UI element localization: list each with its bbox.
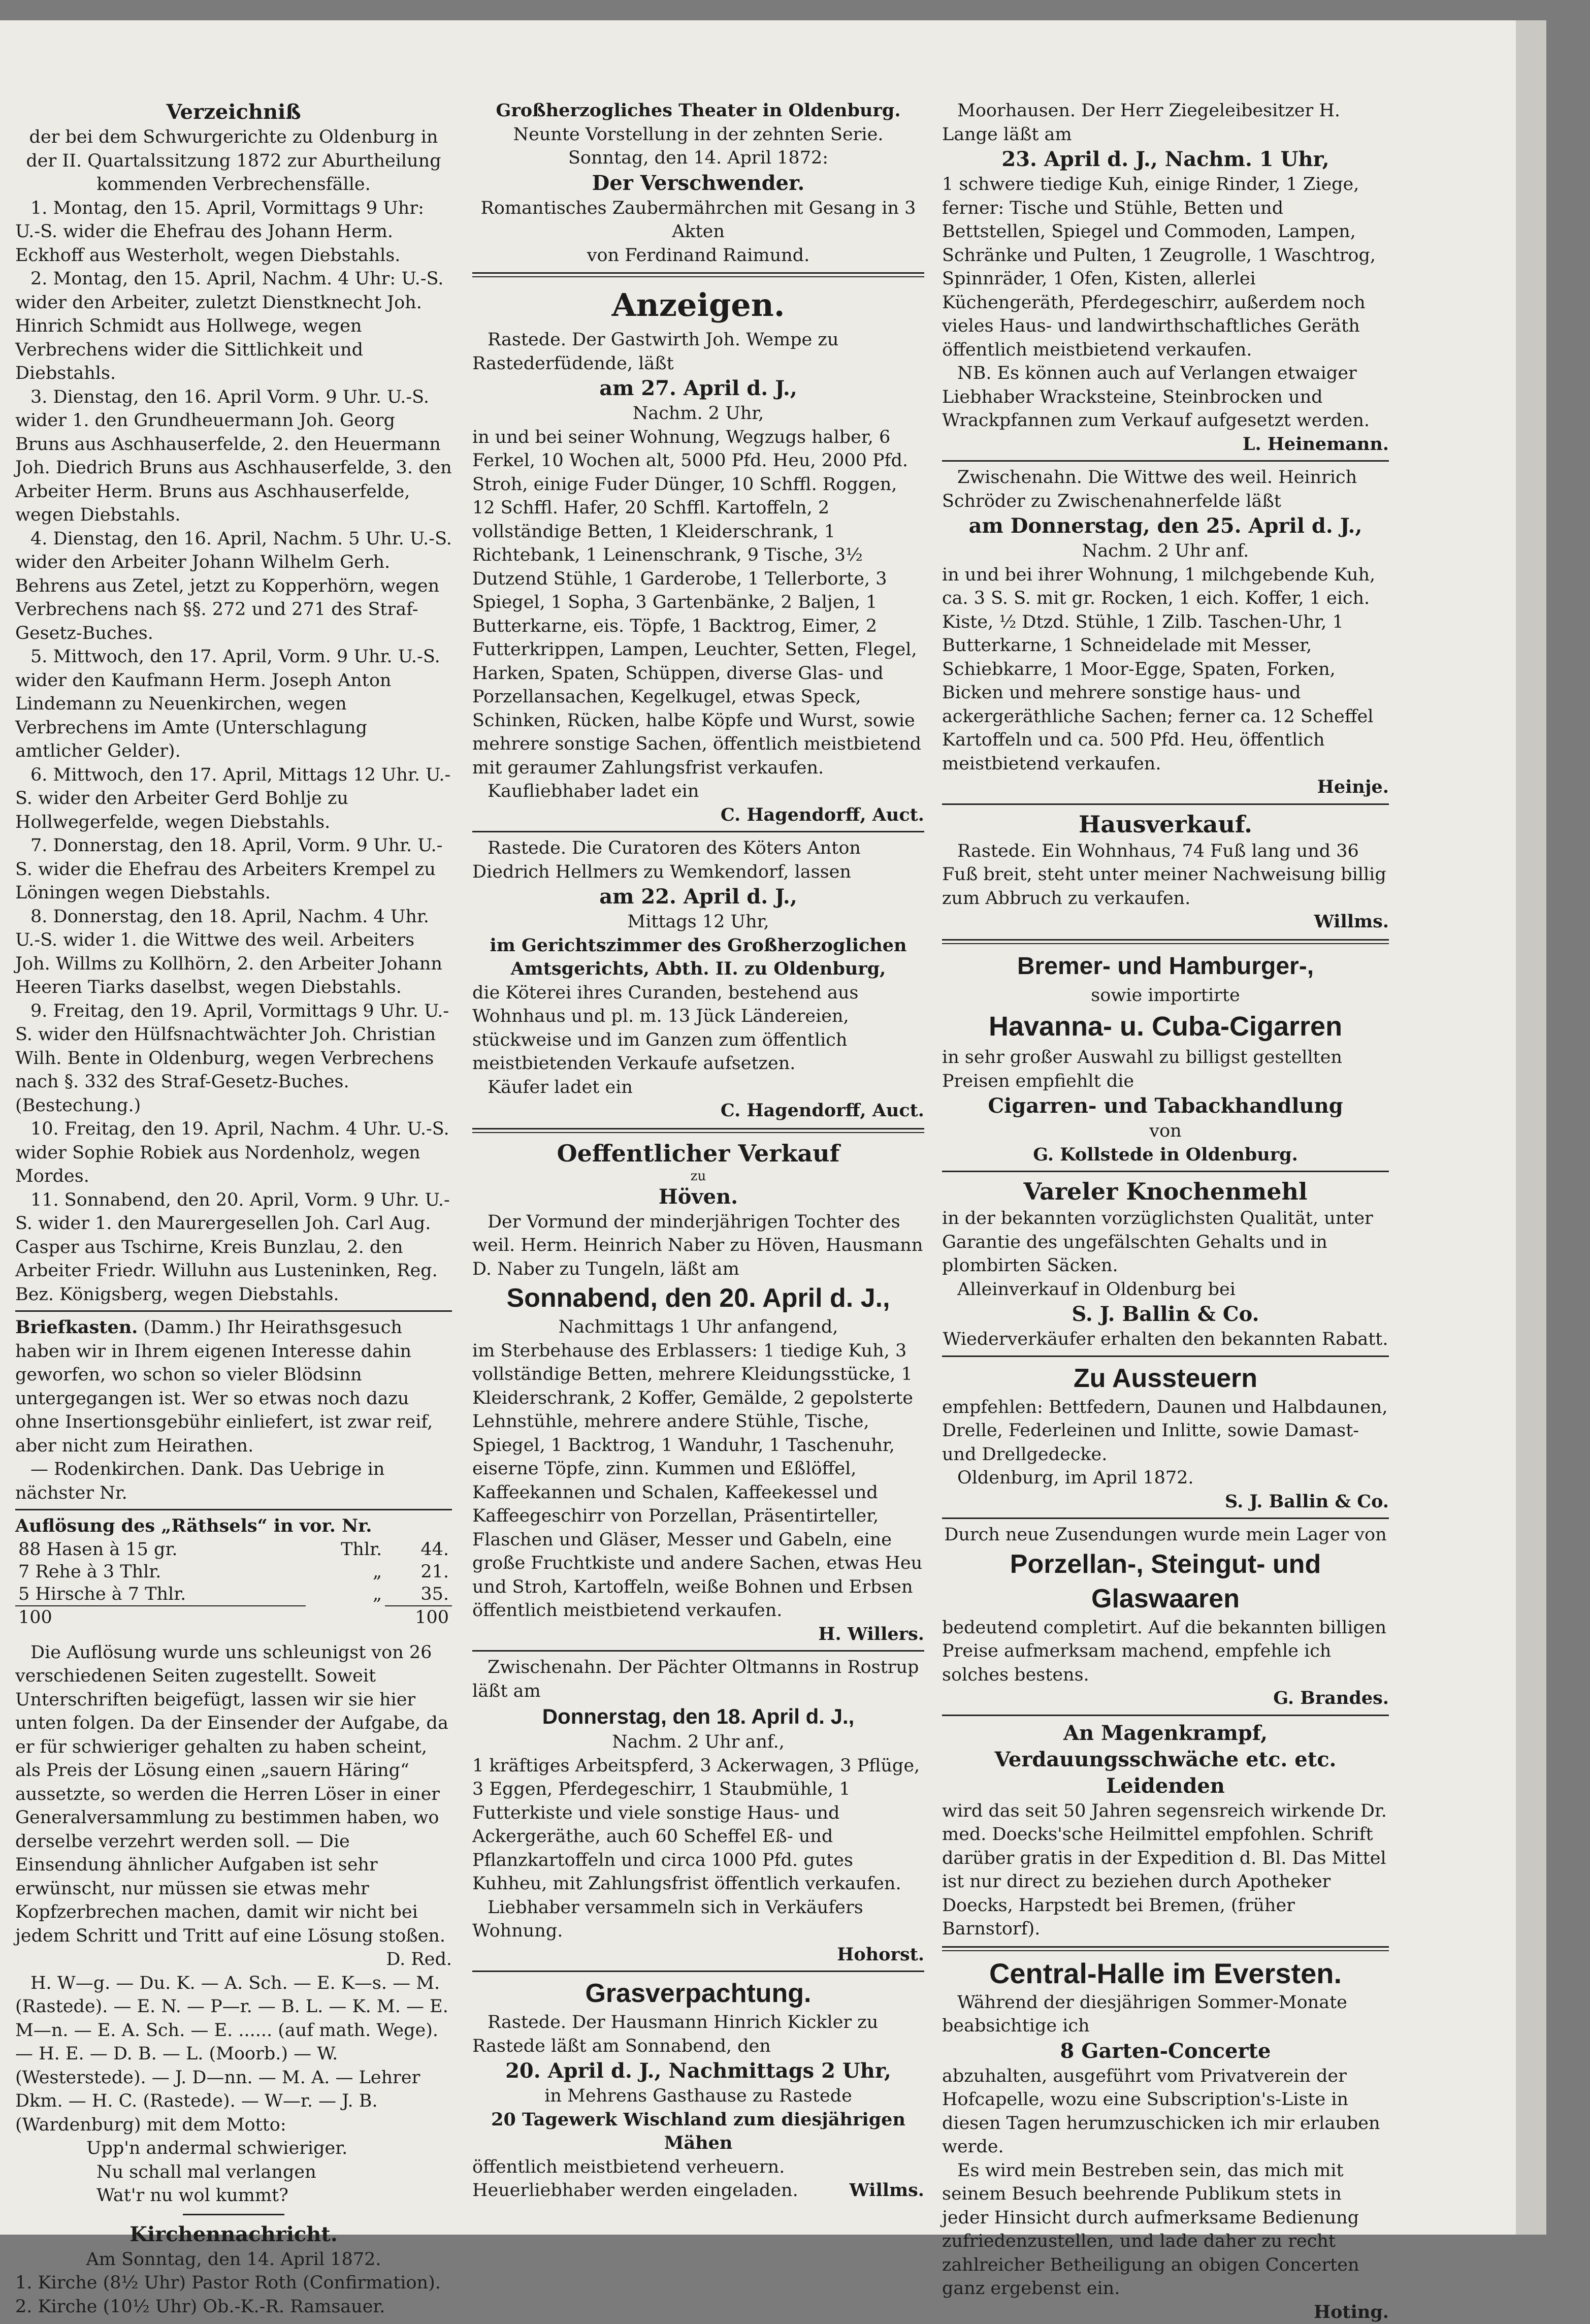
raetsel-total-left: 100 — [15, 1606, 306, 1629]
porzellan-title: Porzellan-, Steingut- und Glaswaaren — [942, 1547, 1389, 1616]
column-left — [15, 99, 452, 2318]
verzeichnis-item: 11. Sonnabend, den 20. April, Vorm. 9 Uhr. U.-S. wider 1. den Maurergesellen Joh. Carl Aug. Casper aus Tschirne, Kreis Bunzlau, 2. den Arbeiter Friedr. Willuhn aus Lusteninken, Reg. Bez. Königsberg, wegen Diebstahls. — [15, 1188, 452, 1307]
divider — [183, 2214, 284, 2215]
verzeichnis-title: Verzeichniß — [15, 99, 452, 125]
divider — [942, 1715, 1389, 1716]
wempe-time: Nachm. 2 Uhr, — [472, 402, 924, 426]
raetsel-total-row — [15, 1606, 452, 1629]
motto-line-2: Nu schall mal verlangen — [15, 2160, 452, 2184]
raetsel-cell-left: 5 Hirsche à 7 Thlr. — [15, 1583, 306, 1606]
theater-line-3: Romantisches Zaubermährchen mit Gesang in 3 Akten — [472, 197, 924, 244]
verzeichnis-item: 10. Freitag, den 19. April, Nachm. 4 Uhr. U.-S. wider Sophie Robiek aus Nordenholz, wegen Mordes. — [15, 1117, 452, 1188]
knochenmehl-text: in der bekannten vorzüglichsten Qualität, unter Garantie des ungefälschten Gehalts und in plombirten Säcken. — [942, 1207, 1389, 1278]
verzeichnis-item: 7. Donnerstag, den 18. April, Vorm. 9 Uhr. U.-S. wider die Ehefrau des Arbeiters Krempel zu Löningen wegen Diebstahls. — [15, 834, 452, 905]
cigarren-line-5: Cigarren- und Tabackhandlung — [942, 1093, 1389, 1119]
raetsel-cell-left: 7 Rehe à 3 Thlr. — [15, 1561, 306, 1583]
hagendorff-signature-2: C. Hagendorff, Auct. — [472, 1099, 924, 1123]
raetsel-text: Die Auflösung wurde uns schleunigst von 26 verschiedenen Seiten zugestellt. Soweit Unterschriften beigefügt, lassen wir sie hier unten folgen. Da der Einsender der Aufgabe, da er für schwieriger gehalten zu haben scheint, als Preis der Lösung einen „sauern Häring“ aussetzte, so werden die Herren Löser in einer Generalversammlung zu bestimmen haben, wo derselbe verzehrt werden soll. — Die Einsendung ähnlicher Aufgaben ist sehr erwünscht, nur müssen sie etwas mehr Kopfzerbrechen machen, damit wir nicht bei jedem Schritt und Tritt auf eine Lösung stoßen. — [15, 1641, 452, 1948]
grasverpachtung-title: Grasverpachtung. — [472, 1976, 924, 2011]
lange-date: 23. April d. J., Nachm. 1 Uhr, — [942, 146, 1389, 173]
raetsel-cell-left: 88 Hasen à 15 gr. — [15, 1538, 306, 1561]
oltmanns-time: Nachm. 2 Uhr anf., — [472, 1730, 924, 1754]
raetsel-redaktion: D. Red. — [15, 1948, 452, 1972]
verzeichnis-item: 3. Dienstag, den 16. April Vorm. 9 Uhr. U.-S. wider 1. den Grundheuermann Joh. Georg Bruns aus Aschhauserfelde, 2. den Heuermann Joh. Diedrich Bruns aus Aschhauserfelde, 3. den Arbeiter Herm. Bruns aus Aschhauserfelde, wegen Diebstahls. — [15, 385, 452, 527]
oeffentlicher-verkauf-zu: zu — [472, 1169, 924, 1184]
schroeder-time: Nachm. 2 Uhr anf. — [942, 539, 1389, 563]
willers-signature: H. Willers. — [472, 1623, 924, 1647]
divider — [472, 1650, 924, 1652]
grasverpachtung-intro: Rastede. Der Hausmann Hinrich Kickler zu Rastede läßt am Sonnabend, den — [472, 2011, 924, 2058]
cigarren-line-1: Bremer- und Hamburger-, — [942, 949, 1389, 984]
oltmanns-text: 1 kräftiges Arbeitspferd, 3 Ackerwagen, 3 Pflüge, 3 Eggen, Pferdegeschirr, 1 Staubmühle, 1 Futterkiste und viele sonstige Haus- und Ackergeräthe, auch 60 Scheffel Eß- und Pflanzkartoffeln und circa 1000 Pfd. gutes Kuhheu, mit Zahlungsfrist öffentlich verkaufen. — [472, 1754, 924, 1896]
central-halle-concerts: 8 Garten-Concerte — [942, 2038, 1389, 2064]
schroeder-text: in und bei ihrer Wohnung, 1 milchgebende Kuh, ca. 3 S. S. mit gr. Rocken, 1 eich. Koffer, 1 eich. Kiste, ½ Dtzd. Stühle, 1 Zilb. Taschen-Uhr, 1 Butterkarne, 1 Schneidelade mit Messer, Schiebkarre, 1 Moor-Egge, Spaten, Forken, Bicken und mehrere sonstige haus- und ackergeräthliche Sachen; ferner ca. 12 Scheffel Kartoffeln und ca. 500 Pfd. Heu, öffentlich meistbietend verkaufen. — [942, 563, 1389, 776]
grasverpachtung-footer — [472, 2179, 924, 2203]
knochenmehl-title: Vareler Knochenmehl — [942, 1176, 1389, 1207]
kirche-2: 2. Kirche (10½ Uhr) Ob.-K.-R. Ramsauer. — [15, 2295, 452, 2319]
column-right — [942, 99, 1389, 2324]
oltmanns-intro: Zwischenahn. Der Pächter Oltmanns in Rostrup läßt am — [472, 1656, 924, 1703]
theater-title: Großherzogliches Theater in Oldenburg. — [472, 99, 924, 123]
hausverkauf-title: Hausverkauf. — [942, 809, 1389, 840]
theater-line-4: von Ferdinand Raimund. — [472, 244, 924, 268]
kirche-1: 1. Kirche (8½ Uhr) Pastor Roth (Confirmation). — [15, 2271, 452, 2295]
divider — [942, 1946, 1389, 1951]
verzeichnis-item: 6. Mittwoch, den 17. April, Mittags 12 Uhr. U.-S. wider den Arbeiter Gerd Bohlje zu Hollwegerfelde, wegen Diebstahls. — [15, 763, 452, 834]
raetsel-cell-val: 21. — [385, 1561, 452, 1583]
grasverpachtung-place: in Mehrens Gasthause zu Rastede — [472, 2084, 924, 2108]
divider — [942, 939, 1389, 944]
raetsel-total-right: 100 — [385, 1606, 452, 1629]
porzellan-intro: Durch neue Zusendungen wurde mein Lager von — [942, 1523, 1389, 1547]
divider — [15, 1509, 452, 1510]
brandes-signature: G. Brandes. — [942, 1687, 1389, 1710]
divider — [942, 803, 1389, 805]
lange-text: 1 schwere tiedige Kuh, einige Rinder, 1 Ziege, ferner: Tische und Stühle, Betten und Bettstellen, Spiegel und Commoden, Lampen, Schränke und Pulten, 1 Zeugrolle, 1 Waschtrog, Spinnräder, 1 Ofen, Kisten, allerlei Küchengeräth, Pferdegeschirr, außerdem noch vieles Haus- und landwirthschaftliches Geräth öffentlich meistbietend verkaufen. — [942, 173, 1389, 362]
knochenmehl-end: Wiederverkäufer erhalten den bekannten Rabatt. — [942, 1328, 1389, 1351]
verzeichnis-item: 8. Donnerstag, den 18. April, Nachm. 4 Uhr. U.-S. wider 1. die Wittwe des weil. Arbeiters Joh. Willms zu Kollhörn, 2. den Arbeiter Johann Heeren Tiarks daselbst, wegen Diebstahls. — [15, 905, 452, 999]
central-halle-title: Central-Halle im Eversten. — [942, 1956, 1389, 1991]
central-halle-intro: Während der diesjährigen Sommer-Monate beabsichtige ich — [942, 1991, 1389, 2038]
central-halle-text-2: Es wird mein Bestreben sein, das mich mit seinem Besuch beehrende Publikum stets in jeder Hinsicht durch aufmerksame Bedienung zufriedenzustellen, und lade daher zu recht zahlreicher Betheiligung an obigen Concerten ganz ergebenst ein. — [942, 2159, 1389, 2301]
anzeigen-heading: Anzeigen. — [472, 282, 924, 328]
theater-line-1: Neunte Vorstellung in der zehnten Serie. — [472, 123, 924, 147]
divider — [472, 272, 924, 277]
briefkasten-text: (Damm.) Ihr Heirathsgesuch haben wir in Ihrem eigenen Interesse dahin geworfen, wo schon so vieler Blödsinn untergegangen ist. Wer so etwas noch dazu ohne Insertionsgebühr einliefert, ist zwar reif, aber nicht zum Heirathen. — [15, 1317, 433, 1456]
grasverpachtung-what: 20 Tagewerk Wischland zum diesjährigen Mähen — [472, 2108, 924, 2155]
hausverkauf-text: Rastede. Ein Wohnhaus, 74 Fuß lang und 36 Fuß breit, steht unter meiner Nachweisung billig zum Abbruch zu verkaufen. — [942, 840, 1389, 911]
verzeichnis-list — [15, 197, 452, 1307]
divider — [472, 831, 924, 832]
raetsel-cell-val: 35. — [385, 1583, 452, 1606]
grasverpachtung-date: 20. April d. J., Nachmittags 2 Uhr, — [472, 2058, 924, 2084]
cigarren-line-4: in sehr großer Auswahl zu billigst gestellten Preisen empfiehlt die — [942, 1046, 1389, 1093]
wempe-end: Kaufliebhaber ladet ein — [472, 780, 924, 803]
magenkrampf-text: wird das seit 50 Jahren segensreich wirkende Dr. med. Doecks'sche Heilmittel empfohlen. Schrift darüber gratis in der Expedition d. Bl. Das Mittel ist nur direct zu beziehen durch Apotheker Doecks, Harpstedt bei Bremen, (früher Barnstorf). — [942, 1799, 1389, 1941]
briefkasten-text-2: — Rodenkirchen. Dank. Das Uebrige in nächster Nr. — [15, 1458, 452, 1505]
divider — [472, 1971, 924, 1972]
cigarren-line-2: sowie importirte — [942, 984, 1389, 1008]
oeffentlicher-verkauf-place: Höven. — [472, 1184, 924, 1210]
raetsel-row — [15, 1583, 452, 1606]
column-middle — [472, 99, 924, 2203]
oltmanns-end: Liebhaber versammeln sich in Verkäufers Wohnung. — [472, 1896, 924, 1943]
aussteuern-text: empfehlen: Bettfedern, Daunen und Halbdaunen, Drelle, Federleinen und Inlitte, sowie Damast- und Drellgedecke. — [942, 1396, 1389, 1467]
divider — [472, 1128, 924, 1133]
verzeichnis-intro: der bei dem Schwurgerichte zu Oldenburg in der II. Quartalssitzung 1872 zur Aburtheilung kommenden Verbrechensfälle. — [15, 125, 452, 197]
raetsel-title: Auflösung des „Räthsels“ in vor. Nr. — [15, 1514, 452, 1538]
verzeichnis-item: 5. Mittwoch, den 17. April, Vorm. 9 Uhr. U.-S. wider den Kaufmann Herm. Joseph Anton Lindemann zu Neuenkirchen, wegen Verbrechens im Amte (Unterschlagung amtlicher Gelder). — [15, 645, 452, 763]
raetsel-cell-unit: „ — [306, 1583, 385, 1606]
koeter-date: am 22. April d. J., — [472, 884, 924, 910]
oeffentlicher-verkauf-time: Nachmittags 1 Uhr anfangend, — [472, 1315, 924, 1339]
koeter-end: Käufer ladet ein — [472, 1076, 924, 1100]
raetsel-row — [15, 1538, 452, 1561]
verzeichnis-item: 9. Freitag, den 19. April, Vormittags 9 Uhr. U.-S. wider den Hülfsnachtwächter Joh. Christian Wilh. Bente in Oldenburg, wegen Verbrechens nach §. 332 des Straf-Gesetz-Buches. (Bestechung.) — [15, 999, 452, 1118]
koeter-intro: Rastede. Die Curatoren des Köters Anton Diedrich Hellmers zu Wemkendorf, lassen — [472, 836, 924, 884]
oeffentlicher-verkauf-title: Oeffentlicher Verkauf — [472, 1138, 924, 1169]
divider — [15, 1310, 452, 1312]
verzeichnis-item: 1. Montag, den 15. April, Vormittags 9 Uhr: U.-S. wider die Ehefrau des Johann Herm. Eckhoff aus Westerholt, wegen Diebstahls. — [15, 197, 452, 268]
cigarren-line-6: von — [942, 1119, 1389, 1143]
oeffentlicher-verkauf-intro: Der Vormund der minderjährigen Tochter des weil. Herm. Heinrich Naber zu Höven, Hausmann D. Naber zu Tungeln, läßt am — [472, 1210, 924, 1281]
page-edge — [1516, 20, 1546, 2235]
cigarren-line-7: G. Kollstede in Oldenburg. — [942, 1143, 1389, 1167]
divider — [942, 1355, 1389, 1357]
raetsel-names: H. W—g. — Du. K. — A. Sch. — E. K—s. — M. (Rastede). — E. N. — P—r. — B. L. — K. M. — E. M—n. — E. A. Sch. — E. ...... (auf math. Wege). — H. E. — D. B. — L. (Moorb.) — W. (Westerstede). — J. D—nn. — M. A. — Lehrer Dkm. — H. C. (Rastede). — W—r. — J. B. (Wardenburg) mit dem Motto: — [15, 1972, 452, 2137]
raetsel-cell-unit: „ — [306, 1561, 385, 1583]
cigarren-line-3: Havanna- u. Cuba-Cigarren — [942, 1007, 1389, 1046]
briefkasten-label: Briefkasten. — [15, 1317, 138, 1338]
koeter-text: die Köterei ihres Curanden, bestehend aus Wohnhaus und pl. m. 13 Jück Ländereien, stückweise und im Ganzen zum öffentlich meistbietenden Verkaufe aufsetzen. — [472, 981, 924, 1076]
hoting-signature: Hoting. — [942, 2301, 1389, 2324]
divider — [942, 460, 1389, 462]
raetsel-row — [15, 1561, 452, 1583]
oltmanns-date: Donnerstag, den 18. April d. J., — [472, 1703, 924, 1730]
hagendorff-signature-1: C. Hagendorff, Auct. — [472, 803, 924, 827]
central-halle-text: abzuhalten, ausgeführt vom Privatverein der Hofcapelle, wozu eine Subscription's-Liste in diesen Tagen herumzuschicken ich mir erlauben werde. — [942, 2064, 1389, 2159]
motto-line-1: Upp'n andermal schwieriger. — [15, 2137, 452, 2160]
knochenmehl-firm: S. J. Ballin & Co. — [942, 1301, 1389, 1328]
aussteuern-date: Oldenburg, im April 1872. — [942, 1466, 1389, 1490]
koeter-time: Mittags 12 Uhr, — [472, 910, 924, 934]
raetsel-cell-unit: Thlr. — [306, 1538, 385, 1561]
heinemann-signature: L. Heinemann. — [942, 433, 1389, 457]
divider — [942, 1171, 1389, 1172]
oeffentlicher-verkauf-date: Sonnabend, den 20. April d. J., — [472, 1281, 924, 1315]
theater-play: Der Verschwender. — [472, 170, 924, 197]
oeffentlicher-verkauf-text: im Sterbehause des Erblassers: 1 tiedige Kuh, 3 vollständige Betten, mehrere Kleidungsstücke, 1 Kleiderschrank, 2 Koffer, Gemälde, 2 gepolsterte Lehnstühle, mehrere andere Stühle, Tische, Spiegel, 1 Backtrog, 1 Wanduhr, 1 Taschenuhr, eiserne Töpfe, zinn. Kummen und Eßlöffel, Kaffeekannen und Schalen, Kaffeekessel und Kaffeegeschirr von Porzellan, Präsentirteller, Flaschen und Gläser, Messer und Gabeln, eine große Fruchtkiste und andere Sachen, etwas Heu und Stroh, Kartoffeln, weiße Bohnen und Erbsen öffentlich meistbietend verkaufen. — [472, 1339, 924, 1623]
verzeichnis-item: 4. Dienstag, den 16. April, Nachm. 5 Uhr. U.-S. wider den Arbeiter Johann Wilhelm Gerh. Behrens aus Zetel, jetzt zu Kopperhörn, wegen Verbrechens nach §§. 272 und 271 des Straf-Gesetz-Buches. — [15, 527, 452, 645]
wempe-intro: Rastede. Der Gastwirth Joh. Wempe zu Rastederfüdende, läßt — [472, 328, 924, 375]
divider — [942, 1518, 1389, 1519]
knochenmehl-allein: Alleinverkauf in Oldenburg bei — [942, 1278, 1389, 1302]
wempe-text: in und bei seiner Wohnung, Wegzugs halber, 6 Ferkel, 10 Wochen alt, 5000 Pfd. Heu, 2000 Pfd. Stroh, einige Fuder Dünger, 10 Schffl. Roggen, 12 Schffl. Hafer, 20 Schffl. Kartoffeln, 2 vollständige Betten, 1 Kleiderschrank, 1 Richtebank, 1 Leinenschrank, 9 Tische, 3½ Dutzend Stühle, 1 Garderobe, 1 Tellerborte, 3 Spiegel, 1 Sopha, 3 Gartenbänke, 2 Baljen, 1 Butterkarne, eis. Töpfe, 1 Backtrog, Eimer, 2 Futterkrippen, Lampen, Leuchter, Setten, Flegel, Harken, Spaten, Schüppen, diverse Glas- und Porzellansachen, Kegelkugel, etwas Speck, Schinken, Rücken, halbe Köpfe und Wurst, sowie mehrere sonstige Sachen, öffentlich meistbietend mit geraumer Zahlungsfrist verkaufen. — [472, 426, 924, 780]
schroeder-date: am Donnerstag, den 25. April d. J., — [942, 513, 1389, 539]
koeter-place: im Gerichtszimmer des Großherzoglichen Amtsgerichts, Abth. II. zu Oldenburg, — [472, 934, 924, 981]
heinje-signature: Heinje. — [942, 776, 1389, 799]
raetsel-table — [15, 1538, 452, 1629]
wempe-date: am 27. April d. J., — [472, 375, 924, 402]
grasverpachtung-end: Heuerliebhaber werden eingeladen. — [472, 2179, 798, 2203]
motto-line-3: Wat'r nu wol kummt? — [15, 2184, 452, 2208]
willms-signature: Willms. — [849, 2179, 924, 2203]
hohorst-signature: Hohorst. — [472, 1943, 924, 1967]
aussteuern-firm: S. J. Ballin & Co. — [942, 1490, 1389, 1514]
schroeder-intro: Zwischenahn. Die Wittwe des weil. Heinrich Schröder zu Zwischenahnerfelde läßt — [942, 466, 1389, 513]
porzellan-text: bedeutend completirt. Auf die bekannten billigen Preise aufmerksam machend, empfehle ich solches bestens. — [942, 1616, 1389, 1687]
magenkrampf-title: An Magenkrampf, Verdauungsschwäche etc. etc. Leidenden — [942, 1720, 1389, 1799]
kirchennachricht-date: Am Sonntag, den 14. April 1872. — [15, 2248, 452, 2272]
briefkasten — [15, 1316, 452, 1458]
raetsel-cell-val: 44. — [385, 1538, 452, 1561]
aussteuern-title: Zu Aussteuern — [942, 1361, 1389, 1396]
verzeichnis-item: 2. Montag, den 15. April, Nachm. 4 Uhr: U.-S. wider den Arbeiter, zuletzt Dienstknecht Joh. Hinrich Schmidt aus Hollwege, wegen Verbrechens wider die Sittlichkeit und Diebstahls. — [15, 267, 452, 385]
theater-line-2: Sonntag, den 14. April 1872: — [472, 146, 924, 170]
grasverpachtung-text: öffentlich meistbietend verheuern. — [472, 2155, 924, 2179]
kirchennachricht-title: Kirchennachricht. — [15, 2221, 452, 2248]
hausverkauf-signature: Willms. — [942, 910, 1389, 934]
lange-nb: NB. Es können auch auf Verlangen etwaiger Liebhaber Wracksteine, Steinbrocken und Wrackpfannen zum Verkauf aufgesetzt werden. — [942, 362, 1389, 433]
lange-intro: Moorhausen. Der Herr Ziegeleibesitzer H. Lange läßt am — [942, 99, 1389, 146]
